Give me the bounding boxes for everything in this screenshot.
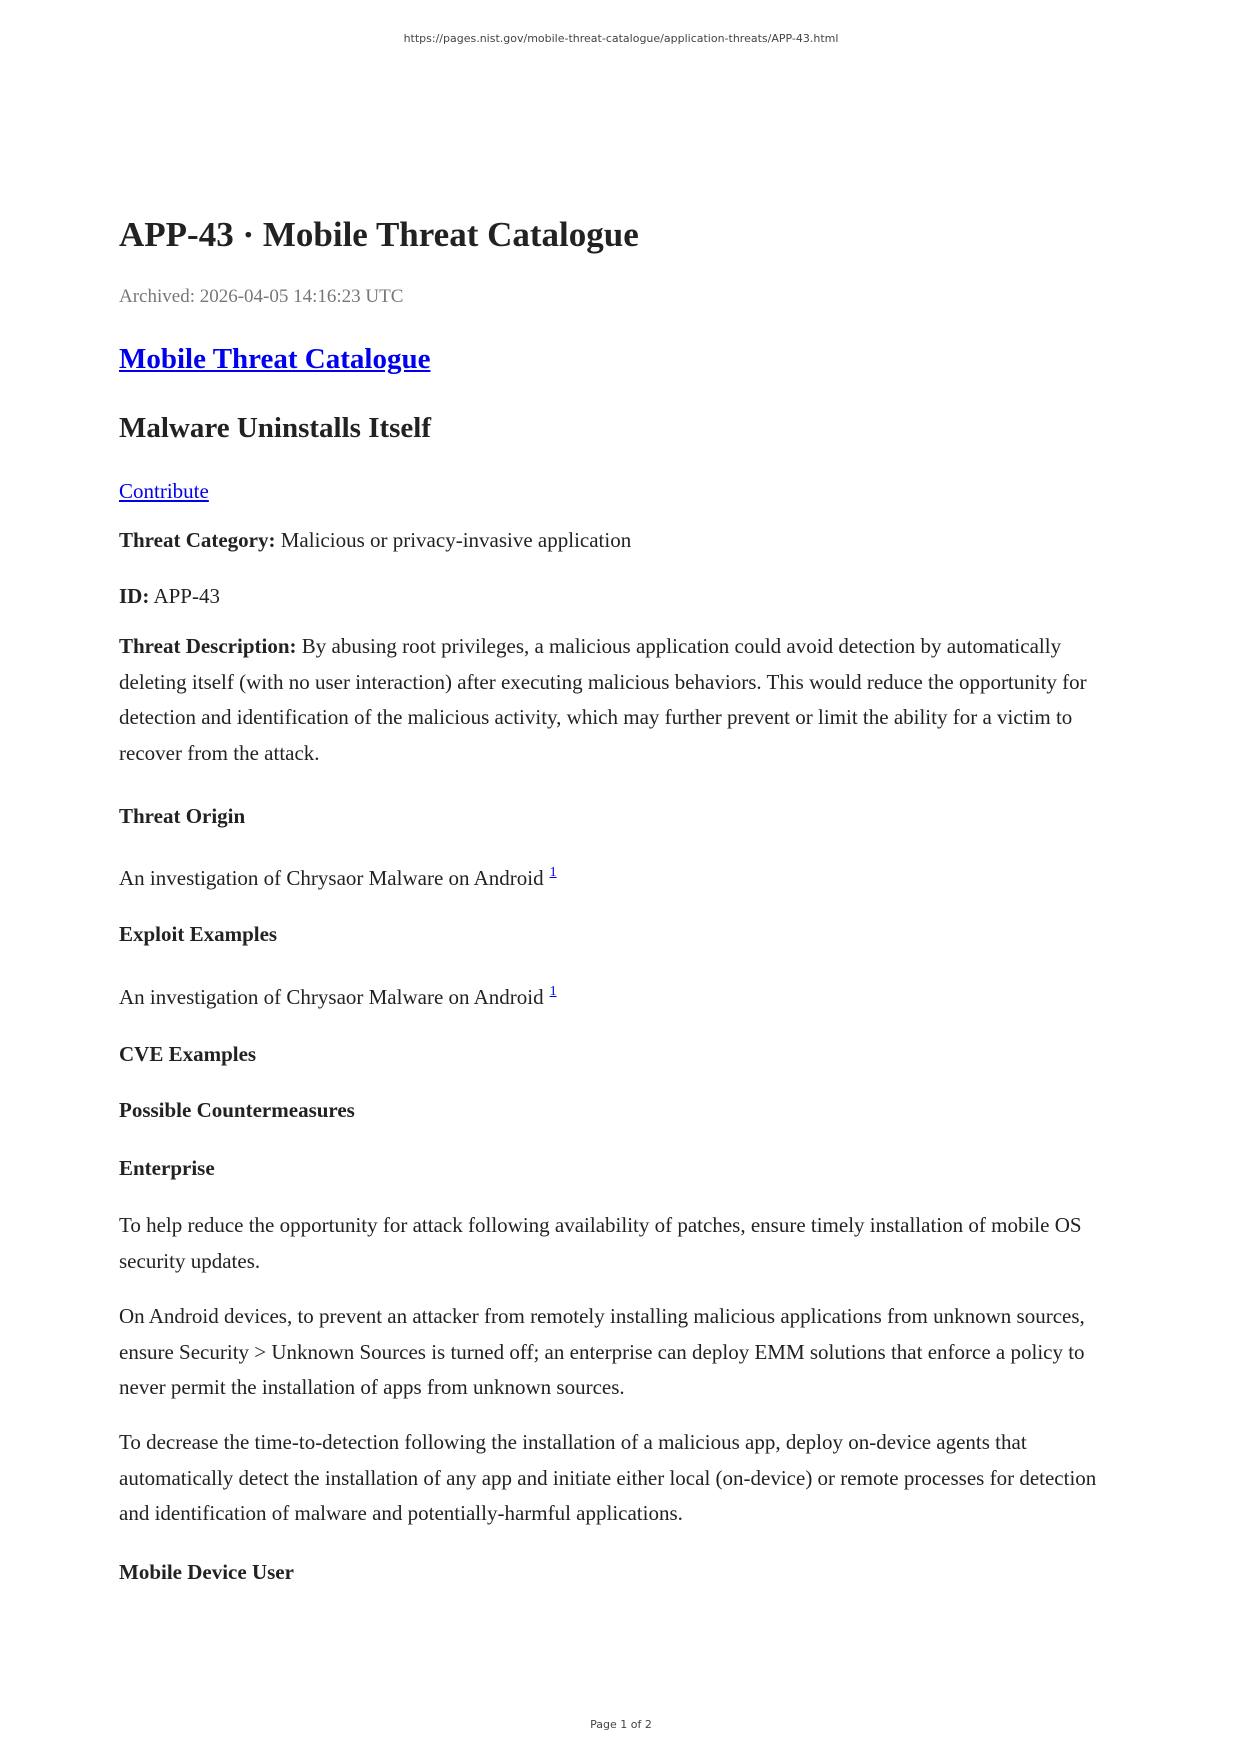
exploit-examples-item [119,978,557,1011]
page-number-footer: Page 1 of 2 [590,1718,652,1731]
threat-description-text: By abusing root privileges, a malicious application could avoid detection by automatically deleting itself (with no user interaction) after executing malicious behaviors. This would reduce the opportunity for detection and identification of the malicious activity, which may further prevent or limit the ability for a victim to recover from the attack. [119,634,1087,765]
threat-origin-heading: Threat Origin [119,804,246,828]
enterprise-heading: Enterprise [119,1156,215,1180]
exploit-examples-text: An investigation of Chrysaor Malware on Android [119,985,544,1009]
threat-origin-text: An investigation of Chrysaor Malware on Android [119,866,544,890]
possible-countermeasures-heading: Possible Countermeasures [119,1098,355,1122]
threat-category-row [119,526,631,554]
threat-category-value: Malicious or privacy-invasive application [280,528,632,552]
page-title: APP-43 · Mobile Threat Catalogue [119,215,639,254]
enterprise-paragraph-3: To decrease the time-to-detection following the installation of a malicious app, deploy on-device agents that automatically detect the installation of any app and initiate either local (on-device) or remote processes for detection and identification of malware and potentially-harmful applications. [119,1430,1097,1525]
print-header-url: https://pages.nist.gov/mobile-threat-catalogue/application-threats/APP-43.html [403,32,839,45]
threat-origin-footnote-link[interactable]: 1 [549,865,557,880]
exploit-examples-heading: Exploit Examples [119,922,278,946]
cve-examples-heading: CVE Examples [119,1042,257,1066]
threat-origin-item [119,859,557,892]
enterprise-paragraph-2: On Android devices, to prevent an attacker from remotely installing malicious applications from unknown sources, ensure Security > Unknown Sources is turned off; an enterprise can deploy EMM solutions that enforce a policy to never permit the installation of apps from unknown sources. [119,1304,1085,1399]
threat-name-heading: Malware Uninstalls Itself [119,412,432,444]
threat-description [119,629,1129,771]
threat-id-value: APP-43 [153,584,220,608]
mobile-threat-catalogue-link[interactable]: Mobile Threat Catalogue [119,343,431,375]
contribute-link[interactable]: Contribute [119,479,209,503]
threat-category-label: Threat Category: [119,528,276,552]
exploit-examples-footnote-link[interactable]: 1 [549,984,557,999]
mobile-device-user-heading: Mobile Device User [119,1560,294,1584]
threat-id-label: ID: [119,584,150,608]
threat-description-label: Threat Description: [119,634,297,658]
archived-timestamp: Archived: 2026-04-05 14:16:23 UTC [119,286,404,307]
enterprise-paragraph-1: To help reduce the opportunity for attack following availability of patches, ensure timely installation of mobile OS security updates. [119,1213,1082,1273]
threat-id-row [119,582,220,610]
